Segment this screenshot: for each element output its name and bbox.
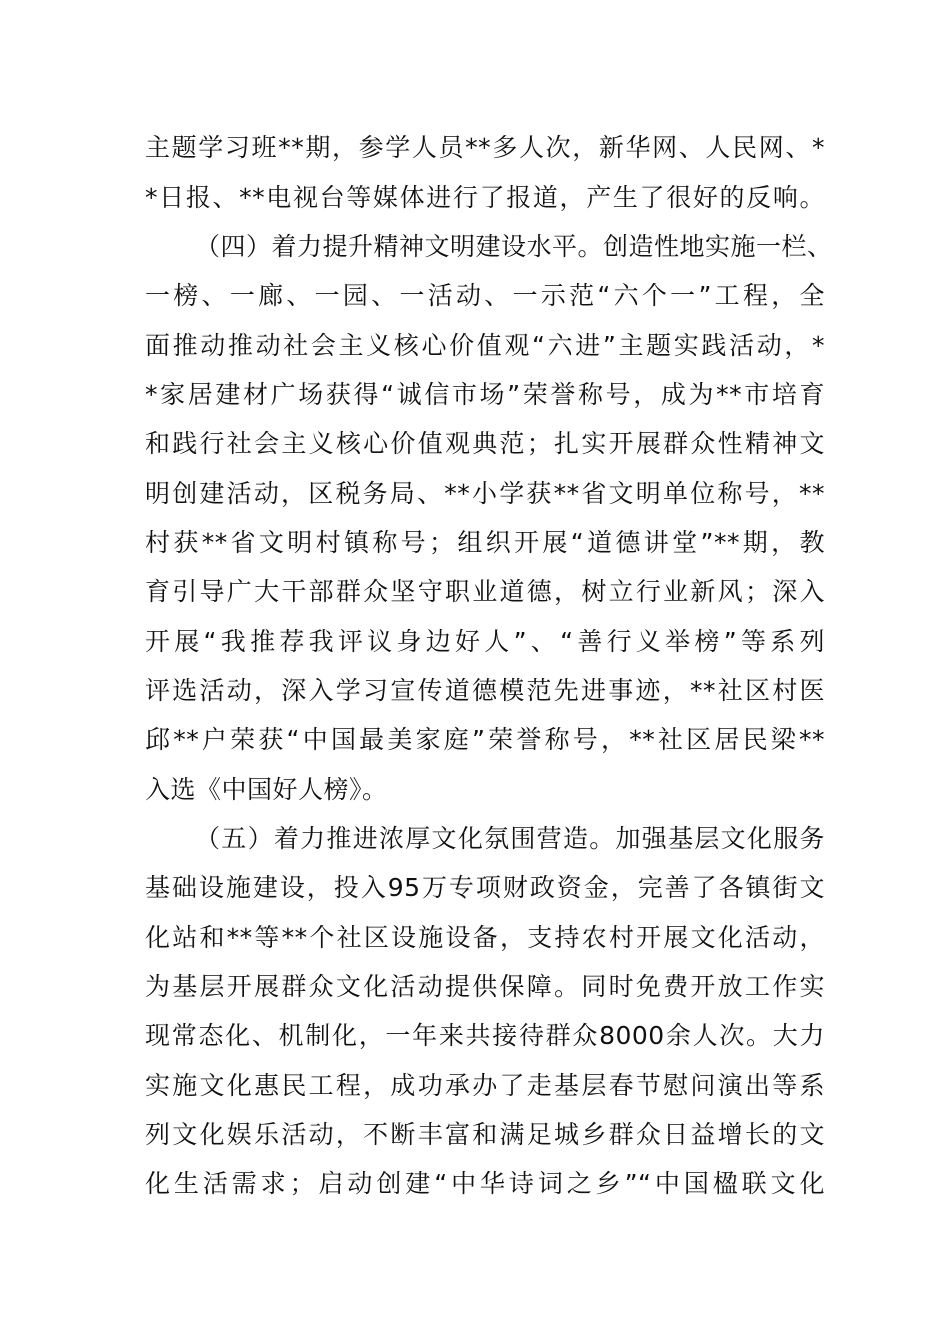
text-line-12: 评选活动，深入学习宣传道德模范先进事迹，**社区村医: [145, 676, 825, 705]
text-line-21: 列文化娱乐活动，不断丰富和满足城乡群众日益增长的文: [145, 1120, 825, 1149]
text-line-17: 化站和**等**个社区设施设备，支持农村开展文化活动，: [145, 923, 825, 952]
text-line-7: 和践行社会主义核心价值观典范；扎实开展群众性精神文: [145, 429, 825, 458]
paragraph-5-heading-line: （五）着力推进浓厚文化氛围营造。加强基层文化服务: [195, 824, 825, 853]
text-line-20: 实施文化惠民工程，成功承办了走基层春节慰问演出等系: [145, 1071, 825, 1100]
text-line-2: *日报、**电视台等媒体进行了报道，产生了很好的反响。: [145, 183, 825, 212]
text-line-8: 明创建活动，区税务局、**小学获**省文明单位称号，**: [145, 479, 825, 508]
text-line-14: 入选《中国好人榜》。: [145, 775, 388, 804]
text-line-18: 为基层开展群众文化活动提供保障。同时免费开放工作实: [145, 972, 825, 1001]
text-line-9: 村获**省文明村镇称号；组织开展“道德讲堂”**期，教: [145, 528, 825, 557]
text-line-11: 开展“我推荐我评议身边好人”、“善行义举榜”等系列: [145, 627, 825, 656]
text-line-6: *家居建材广场获得“诚信市场”荣誉称号，成为**市培育: [145, 380, 825, 409]
paragraph-4-heading-line: （四）着力提升精神文明建设水平。创造性地实施一栏、: [195, 232, 833, 261]
text-line-1: 主题学习班**期，参学人员**多人次，新华网、人民网、*: [145, 133, 825, 162]
text-line-16: 基础设施建设，投入95万专项财政资金，完善了各镇街文: [145, 873, 825, 902]
text-line-4: 一榜、一廊、一园、一活动、一示范“六个一”工程，全: [145, 281, 825, 310]
text-line-13: 邱**户荣获“中国最美家庭”荣誉称号，**社区居民梁**: [145, 725, 825, 754]
text-line-19: 现常态化、机制化，一年来共接待群众8000余人次。大力: [145, 1021, 825, 1050]
text-line-5: 面推动推动社会主义核心价值观“六进”主题实践活动，*: [145, 331, 825, 360]
text-line-10: 育引导广大干部群众坚守职业道德，树立行业新风；深入: [145, 577, 825, 606]
text-line-22: 化生活需求；启动创建“中华诗词之乡”“中国楹联文化: [145, 1169, 825, 1198]
